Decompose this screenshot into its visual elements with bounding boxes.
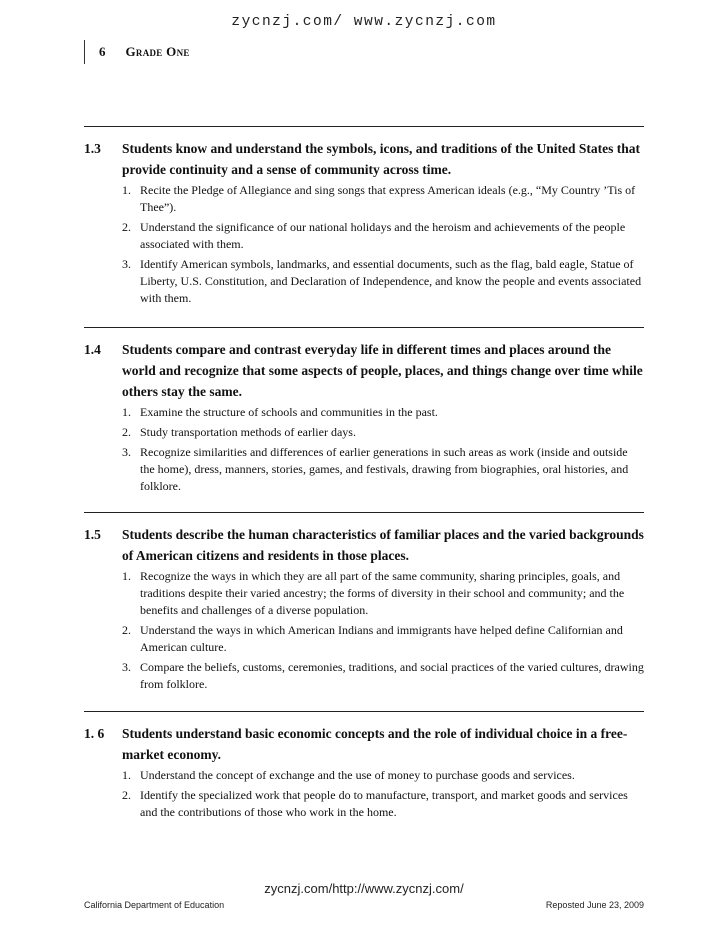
- watermark-header: zycnzj.com/ www.zycnzj.com: [231, 14, 497, 30]
- item-number: 2.: [122, 623, 131, 637]
- section-title: Students describe the human characteristics of familiar places and the varied backgrounds of American citizens and residents in those places.: [122, 527, 644, 563]
- section-divider: [84, 126, 644, 127]
- item-number: 1.: [122, 405, 131, 419]
- list-item: [122, 219, 644, 253]
- standard-section-1-5: [84, 512, 644, 696]
- item-text: Recite the Pledge of Allegiance and sing songs that express American ideals (e.g., “My Country ’Tis of Thee”).: [140, 183, 636, 214]
- item-number: 2.: [122, 220, 131, 234]
- item-number: 2.: [122, 425, 131, 439]
- list-item: [122, 404, 644, 421]
- section-number: 1.3: [84, 141, 101, 156]
- list-item: [122, 424, 644, 441]
- list-item: [122, 568, 644, 619]
- list-item: [122, 256, 644, 307]
- grade-label: Grade One: [125, 44, 190, 59]
- item-text: Understand the concept of exchange and the use of money to purchase goods and services.: [140, 768, 575, 782]
- item-number: 1.: [122, 768, 131, 782]
- section-number: 1.4: [84, 342, 101, 357]
- item-text: Study transportation methods of earlier days.: [140, 425, 356, 439]
- footer-publisher: California Department of Education: [84, 900, 225, 910]
- item-number: 1.: [122, 183, 131, 197]
- item-text: Identify American symbols, landmarks, and essential documents, such as the flag, bald eagle, Statue of Liberty, U.S. Constitution, and Declaration of Independence, and know the people and events associated with them.: [140, 257, 642, 305]
- section-number: 1.5: [84, 527, 101, 542]
- item-text: Recognize the ways in which they are all part of the same community, sharing principles, goals, and traditions despite their varied ancestry; the forms of diversity in their school and community; and the benefits and challenges of a diverse population.: [140, 569, 625, 617]
- standard-section-1-6: [84, 711, 644, 824]
- item-number: 3.: [122, 660, 131, 674]
- footer-date: Reposted June 23, 2009: [545, 900, 644, 910]
- list-item: [122, 659, 644, 693]
- footer-watermark-url: zycnzj.com/http://www.zycnzj.com/: [264, 881, 464, 896]
- item-text: Compare the beliefs, customs, ceremonies, traditions, and social practices of the varied cultures, drawing from folklore.: [140, 660, 644, 691]
- section-divider: [84, 711, 644, 712]
- section-number: 1. 6: [84, 726, 105, 741]
- running-header: [84, 40, 190, 64]
- page-number: 6: [99, 44, 106, 59]
- list-item: [122, 444, 644, 495]
- item-text: Understand the ways in which American Indians and immigrants have helped define Californian and American culture.: [140, 623, 623, 654]
- list-item: [122, 622, 644, 656]
- section-title: Students understand basic economic concepts and the role of individual choice in a free-market economy.: [122, 726, 628, 762]
- item-number: 2.: [122, 788, 131, 802]
- list-item: [122, 767, 644, 784]
- section-divider: [84, 512, 644, 513]
- list-item: [122, 182, 644, 216]
- item-number: 3.: [122, 445, 131, 459]
- item-text: Understand the significance of our national holidays and the heroism and achievements of the people associated with them.: [140, 220, 626, 251]
- item-text: Identify the specialized work that people do to manufacture, transport, and market goods and services and the contributions of those who work in the home.: [140, 788, 628, 819]
- item-text: Recognize similarities and differences of earlier generations in such areas as work (inside and outside the home), dress, manners, stories, games, and festivals, drawing from biographies, oral histories, and folklore.: [140, 445, 629, 493]
- item-number: 3.: [122, 257, 131, 271]
- standard-section-1-4: [84, 327, 644, 498]
- item-text: Examine the structure of schools and communities in the past.: [140, 405, 438, 419]
- section-title: Students compare and contrast everyday life in different times and places around the world and recognize that some aspects of people, places, and things change over time while others stay the same.: [122, 342, 643, 399]
- section-title: Students know and understand the symbols, icons, and traditions of the United States that provide continuity and a sense of community across time.: [122, 141, 640, 177]
- item-number: 1.: [122, 569, 131, 583]
- list-item: [122, 787, 644, 821]
- standard-section-1-3: [84, 126, 644, 310]
- section-divider: [84, 327, 644, 328]
